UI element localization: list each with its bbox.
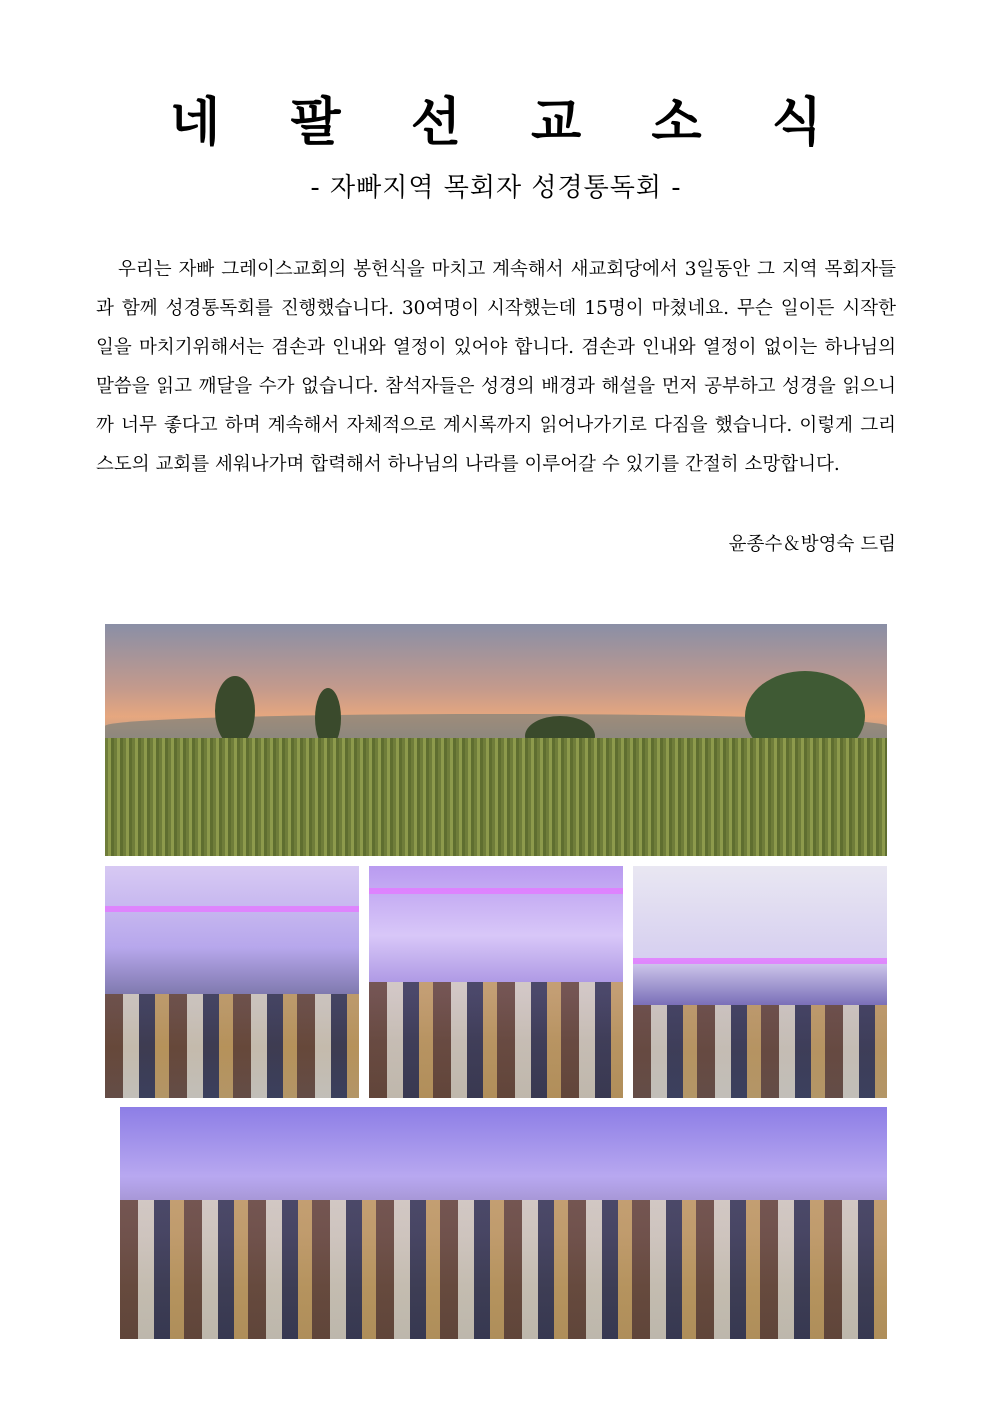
prayer-circle-photo: [369, 866, 623, 1098]
photo-people: [633, 1005, 887, 1098]
photo-light-strip: [369, 888, 623, 894]
photo-tree: [215, 676, 255, 746]
photo-people: [105, 994, 359, 1098]
hand-holding-circle-photo: [633, 866, 887, 1098]
group-photo: [120, 1107, 887, 1339]
sunset-field-photo: [105, 624, 887, 856]
photo-light-strip: [105, 906, 359, 912]
photo-light-strip: [633, 958, 887, 964]
page-subtitle: - 자빠지역 목회자 성경통독회 -: [310, 173, 682, 203]
church-gathering-photo: [105, 866, 359, 1098]
photo-people: [369, 982, 623, 1098]
letter-signature: 윤종수＆방영숙 드림: [728, 534, 896, 555]
letter-body: 우리는 자빠 그레이스교회의 봉헌식을 마치고 계속해서 새교회당에서 3일동안 그 지역 목회자들과 함께 성경통독회를 진행했습니다. 30여명이 시작했는데 15명이 마쳤네요. 무슨 일이든 시작한 일을 마치기위해서는 겸손과 인내와 열정이 있어야 합니다. 겸손과 인내와 열정이 없이는 하나님의 말씀을 읽고 깨달을 수가 없습니다. 참석자들은 성경의 배경과 해설을 먼저 공부하고 성경을 읽으니까 너무 좋다고 하며 계속해서 자체적으로 계시록까지 읽어나가기로 다짐을 했습니다. 이렇게 그리스도의 교회를 세워나가며 합력해서 하나님의 나라를 이루어갈 수 있기를 간절히 소망합니다.: [96, 259, 896, 475]
photo-people: [120, 1200, 887, 1339]
page-title: 네 팔 선 교 소 식: [170, 93, 848, 153]
photo-field: [105, 738, 887, 856]
